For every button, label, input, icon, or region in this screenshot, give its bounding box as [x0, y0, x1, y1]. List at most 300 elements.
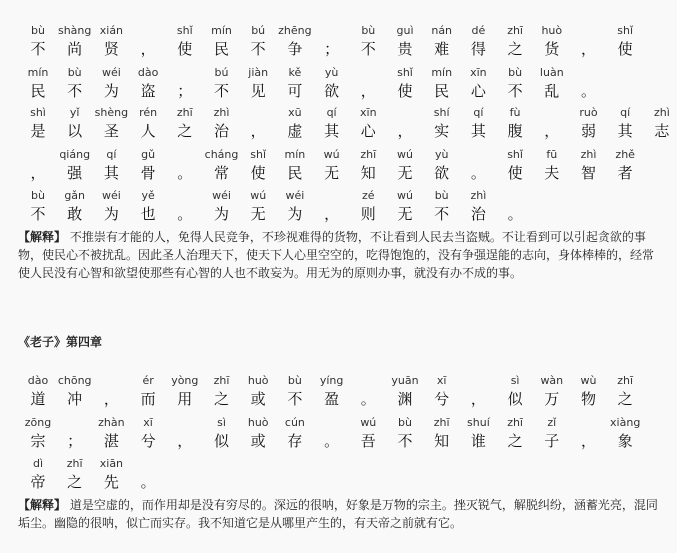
hanzi: 尚 [67, 40, 83, 58]
pinyin [458, 374, 498, 388]
character-cell [91, 66, 131, 101]
hanzi: 争 [287, 40, 303, 58]
explanation-text: 道是空虚的，而作用却是没有穷尽的。深远的很呐，好象是万物的宗主。挫灭锐气，解脱纠纷，涵蓄光亮，混同垢尘。幽隐的很呐，似亡而实存。我不知道它是从哪里产生的，有天帝之前就有它。 [18, 498, 658, 530]
character-cell [238, 416, 278, 451]
pinyin: zhēng [278, 24, 312, 37]
character-cell [55, 24, 95, 59]
pinyin: sì [217, 416, 226, 429]
hanzi: 见 [250, 82, 266, 100]
punctuation-cell [165, 148, 205, 183]
pinyin [348, 374, 388, 388]
character-cell [495, 24, 535, 59]
punctuation-cell [91, 374, 131, 409]
pinyin: zhī [213, 374, 230, 387]
character-cell [605, 148, 645, 183]
hanzi: 子 [544, 432, 560, 450]
punctuation-cell [55, 416, 95, 451]
hanzi: 之 [507, 432, 523, 450]
hanzi: 腹 [507, 122, 523, 140]
hanzi: 谁 [470, 432, 486, 450]
hanzi: 不 [507, 82, 523, 100]
hanzi: 为 [103, 82, 119, 100]
hanzi: 者 [617, 164, 633, 182]
character-cell [202, 374, 242, 409]
hanzi: ， [103, 390, 119, 408]
pinyin [532, 106, 572, 120]
hanzi: 乱 [544, 82, 560, 100]
character-cell [458, 416, 498, 451]
text-line [0, 148, 677, 191]
character-cell [422, 416, 462, 451]
character-cell [385, 189, 425, 224]
character-cell [128, 66, 168, 101]
hanzi: 为 [103, 205, 119, 223]
pinyin: yě [141, 189, 155, 202]
hanzi: 盈 [324, 390, 340, 408]
character-cell [202, 24, 242, 59]
hanzi: 心 [360, 122, 376, 140]
hanzi: 治 [213, 122, 229, 140]
hanzi: 渊 [397, 390, 413, 408]
pinyin: zhī [66, 457, 83, 470]
hanzi: 欲 [434, 164, 450, 182]
pinyin: wú [397, 148, 413, 161]
hanzi: ， [470, 390, 486, 408]
pinyin: zhī [507, 416, 523, 429]
character-cell [128, 148, 168, 183]
pinyin: yù [324, 66, 339, 79]
hanzi: 道 [30, 390, 46, 408]
punctuation-cell [128, 24, 168, 59]
hanzi: 不 [30, 40, 46, 58]
character-cell [18, 416, 58, 451]
punctuation-cell [238, 106, 278, 141]
punctuation-cell [18, 148, 58, 183]
explanation-text: 不推崇有才能的人，免得人民竞争，不珍视难得的货物，不让看到人民去当盗贼。不让看到可以引起贪欲的事物，使民心不被扰乱。因此圣人治理天下，使天下人心里空空的，吃得饱饱的，没有争强逞能的志向，身体棒棒的，经常使人民没有心智和欲望使那些有心智的人也不敢妄为。用无为的原则办事，就没有办不成的事。 [18, 230, 655, 280]
pinyin: qí [326, 106, 337, 119]
hanzi: 。 [360, 390, 376, 408]
hanzi: 无 [250, 205, 266, 223]
punctuation-cell [312, 416, 352, 451]
hanzi: ； [324, 40, 340, 58]
pinyin: yù [434, 148, 449, 161]
character-cell [18, 66, 58, 101]
chapter-4-explanation [18, 496, 663, 532]
pinyin: zhì [653, 106, 670, 119]
hanzi: 不 [397, 432, 413, 450]
hanzi: 不 [287, 390, 303, 408]
character-cell [422, 24, 462, 59]
character-cell [91, 24, 131, 59]
character-cell [18, 374, 58, 409]
punctuation-cell [165, 416, 205, 451]
pinyin: zhī [617, 374, 634, 387]
character-cell [385, 416, 425, 451]
pinyin: huò [541, 24, 563, 37]
character-cell [91, 457, 131, 492]
pinyin [569, 66, 609, 80]
pinyin [128, 457, 168, 471]
hanzi: 物 [580, 390, 596, 408]
character-cell [91, 189, 131, 224]
pinyin [165, 66, 205, 80]
hanzi: 无 [397, 164, 413, 182]
pinyin: shí [433, 106, 450, 119]
character-cell [422, 106, 462, 141]
explanation-label: 【解释】 [18, 498, 67, 512]
hanzi: ； [177, 82, 193, 100]
pinyin: zé [362, 189, 375, 202]
pinyin: bú [214, 66, 229, 79]
punctuation-cell [569, 66, 609, 101]
pinyin: zōng [24, 416, 52, 429]
hanzi: 可 [287, 82, 303, 100]
pinyin: bù [398, 416, 412, 429]
character-cell [202, 148, 242, 183]
character-cell [458, 66, 498, 101]
pinyin: dào [137, 66, 159, 79]
character-cell [642, 106, 677, 141]
pinyin: shǐ [250, 148, 267, 161]
hanzi: 使 [507, 164, 523, 182]
hanzi: 不 [213, 82, 229, 100]
pinyin: qí [106, 148, 117, 161]
hanzi: 兮 [140, 432, 156, 450]
pinyin: mín [284, 148, 306, 161]
character-cell [495, 148, 535, 183]
hanzi: 帝 [30, 473, 46, 491]
hanzi: 敢 [67, 205, 83, 223]
pinyin: bù [508, 66, 523, 79]
hanzi: 贤 [103, 40, 119, 58]
pinyin: nán [431, 24, 453, 37]
pinyin [91, 374, 131, 388]
pinyin: guì [396, 24, 414, 37]
pinyin: bù [361, 24, 376, 37]
pinyin: bú [251, 24, 266, 37]
pinyin: dào [27, 374, 49, 387]
hanzi: ； [67, 432, 83, 450]
hanzi: ， [580, 40, 596, 58]
pinyin: zhī [433, 416, 450, 429]
character-cell [91, 416, 131, 451]
character-cell [532, 148, 572, 183]
text-line [0, 457, 677, 500]
character-cell [422, 374, 462, 409]
pinyin: ruò [579, 106, 598, 119]
punctuation-cell [165, 189, 205, 224]
pinyin: luàn [539, 66, 564, 79]
punctuation-cell [532, 106, 572, 141]
chapter-heading: 《老子》第四章 [18, 335, 103, 349]
hanzi: 民 [287, 164, 303, 182]
pinyin: shàng [57, 24, 92, 37]
pinyin [18, 148, 58, 162]
pinyin: wàn [540, 374, 564, 387]
character-cell [91, 148, 131, 183]
character-cell [275, 189, 315, 224]
pinyin: xī [436, 374, 447, 387]
pinyin: cháng [204, 148, 239, 161]
hanzi: 使 [617, 40, 633, 58]
pinyin: xū [288, 106, 302, 119]
character-cell [55, 457, 95, 492]
pinyin: wú [323, 148, 340, 161]
hanzi: 。 [580, 82, 596, 100]
pinyin [165, 189, 205, 203]
hanzi: 智 [580, 164, 596, 182]
pinyin: bù [287, 374, 302, 387]
pinyin: zhì [580, 148, 597, 161]
character-cell [385, 374, 425, 409]
character-cell [569, 106, 609, 141]
hanzi: 虚 [287, 122, 303, 140]
pinyin: shuí [467, 416, 490, 429]
pinyin [569, 24, 609, 38]
pinyin: xīn [360, 106, 377, 119]
character-cell [422, 66, 462, 101]
pinyin: zǐ [547, 416, 557, 429]
pinyin: zhàn [98, 416, 125, 429]
hanzi: 或 [250, 390, 266, 408]
pinyin: rén [139, 106, 158, 119]
hanzi: 圣 [103, 122, 119, 140]
pinyin [458, 148, 498, 162]
pinyin: kě [288, 66, 302, 79]
character-cell [18, 106, 58, 141]
hanzi: 之 [67, 473, 83, 491]
text-line [0, 374, 677, 417]
pinyin [55, 416, 95, 430]
pinyin: xiàng [610, 416, 641, 429]
hanzi: 强 [67, 164, 83, 182]
pinyin: zhě [615, 148, 635, 161]
hanzi: 欲 [324, 82, 340, 100]
hanzi: 。 [324, 432, 340, 450]
pinyin: xián [99, 24, 124, 37]
hanzi: 。 [507, 205, 523, 223]
character-cell [348, 24, 388, 59]
pinyin: shì [30, 106, 46, 119]
hanzi: 得 [470, 40, 486, 58]
character-cell [18, 189, 58, 224]
hanzi: 货 [544, 40, 560, 58]
character-cell [532, 24, 572, 59]
hanzi: ， [580, 432, 596, 450]
hanzi: 宗 [30, 432, 46, 450]
pinyin: fù [509, 106, 521, 119]
pinyin: mín [211, 24, 232, 37]
hanzi: 使 [250, 164, 266, 182]
hanzi: 知 [434, 432, 450, 450]
hanzi: 。 [177, 164, 193, 182]
pinyin: dì [32, 457, 44, 470]
hanzi: 。 [470, 164, 486, 182]
hanzi: 志 [654, 122, 670, 140]
pinyin: wéi [285, 189, 305, 202]
character-cell [275, 374, 315, 409]
punctuation-cell [385, 106, 425, 141]
pinyin: bù [67, 66, 82, 79]
hanzi: 存 [287, 432, 303, 450]
character-cell [495, 106, 535, 141]
character-cell [495, 416, 535, 451]
pinyin: gǔ [141, 148, 156, 161]
character-cell [91, 106, 131, 141]
character-cell [202, 189, 242, 224]
hanzi: 难 [434, 40, 450, 58]
character-cell [55, 66, 95, 101]
character-cell [165, 374, 205, 409]
character-cell [128, 416, 168, 451]
character-cell [385, 66, 425, 101]
pinyin: wéi [101, 66, 121, 79]
hanzi: 也 [140, 205, 156, 223]
pinyin: qí [473, 106, 484, 119]
character-cell [128, 189, 168, 224]
hanzi: ， [30, 164, 46, 182]
character-cell [18, 24, 58, 59]
hanzi: 心 [470, 82, 486, 100]
character-cell [202, 416, 242, 451]
pinyin [569, 416, 609, 430]
hanzi: 常 [213, 164, 229, 182]
character-cell [165, 106, 205, 141]
pinyin: huò [247, 416, 269, 429]
character-cell [275, 148, 315, 183]
character-cell [18, 457, 58, 492]
text-line [0, 106, 677, 149]
character-cell [275, 66, 315, 101]
hanzi: 夫 [544, 164, 560, 182]
pinyin: yǐ [69, 106, 80, 119]
pinyin: gǎn [64, 189, 86, 202]
pinyin [348, 66, 388, 80]
pinyin: wù [580, 374, 597, 387]
hanzi: 冲 [67, 390, 83, 408]
pinyin: wú [397, 189, 413, 202]
pinyin: zhī [176, 106, 193, 119]
pinyin [495, 189, 535, 203]
character-cell [275, 24, 315, 59]
hanzi: 骨 [140, 164, 156, 182]
pinyin: shǐ [397, 66, 413, 79]
hanzi: 湛 [103, 432, 119, 450]
character-cell [532, 416, 572, 451]
pinyin: dé [471, 24, 486, 37]
punctuation-cell [312, 24, 352, 59]
hanzi: 之 [213, 390, 229, 408]
hanzi: 其 [617, 122, 633, 140]
hanzi: 吾 [360, 432, 376, 450]
pinyin: wéi [212, 189, 231, 202]
text-line [0, 416, 677, 459]
character-cell [605, 374, 645, 409]
pinyin: shèng [94, 106, 129, 119]
hanzi: 则 [360, 205, 376, 223]
hanzi: 民 [434, 82, 450, 100]
pinyin: wéi [101, 189, 121, 202]
hanzi: 似 [213, 432, 229, 450]
pinyin: ér [142, 374, 154, 387]
punctuation-cell [458, 374, 498, 409]
hanzi: 或 [250, 432, 266, 450]
hanzi: 之 [177, 122, 193, 140]
hanzi: 不 [434, 205, 450, 223]
pinyin: fū [546, 148, 558, 161]
character-cell [348, 106, 388, 141]
punctuation-cell [312, 189, 352, 224]
hanzi: 兮 [434, 390, 450, 408]
character-cell [238, 24, 278, 59]
pinyin: bù [31, 24, 45, 37]
character-cell [275, 106, 315, 141]
pinyin: qiáng [59, 148, 91, 161]
hanzi: 盗 [140, 82, 156, 100]
text-line [0, 189, 677, 232]
character-cell [238, 374, 278, 409]
hanzi: 使 [177, 40, 193, 58]
character-cell [422, 189, 462, 224]
punctuation-cell [128, 457, 168, 492]
character-cell [128, 106, 168, 141]
character-cell [312, 106, 352, 141]
hanzi: ， [140, 40, 156, 58]
hanzi: 不 [30, 205, 46, 223]
character-cell [348, 189, 388, 224]
character-cell [605, 24, 645, 59]
hanzi: 知 [360, 164, 376, 182]
hanzi: 而 [140, 390, 156, 408]
pinyin: jiàn [248, 66, 269, 79]
pinyin [238, 106, 278, 120]
pinyin [385, 106, 425, 120]
character-cell [569, 148, 609, 183]
pinyin: zhī [507, 24, 523, 37]
punctuation-cell [165, 66, 205, 101]
hanzi: 象 [617, 432, 633, 450]
hanzi: 实 [434, 122, 450, 140]
explanation-label: 【解释】 [18, 230, 67, 244]
hanzi: 人 [140, 122, 156, 140]
pinyin: yuān [391, 374, 419, 387]
hanzi: 之 [617, 390, 633, 408]
hanzi: 似 [507, 390, 523, 408]
pinyin [312, 189, 352, 203]
text-line [0, 24, 677, 67]
character-cell [312, 66, 352, 101]
hanzi: 其 [324, 122, 340, 140]
character-cell [348, 416, 388, 451]
hanzi: 不 [250, 40, 266, 58]
hanzi: 弱 [580, 122, 596, 140]
hanzi: 。 [177, 205, 193, 223]
character-cell [458, 24, 498, 59]
pinyin: sì [510, 374, 520, 387]
character-cell [202, 106, 242, 141]
pinyin: shǐ [507, 148, 523, 161]
hanzi: 是 [30, 122, 46, 140]
pinyin [165, 148, 205, 162]
character-cell [385, 24, 425, 59]
pinyin: cún [284, 416, 305, 429]
pinyin: zhì [213, 106, 230, 119]
hanzi: 民 [213, 40, 229, 58]
hanzi: 以 [67, 122, 83, 140]
pinyin: mín [431, 66, 453, 79]
hanzi: 其 [103, 164, 119, 182]
pinyin [312, 416, 352, 430]
